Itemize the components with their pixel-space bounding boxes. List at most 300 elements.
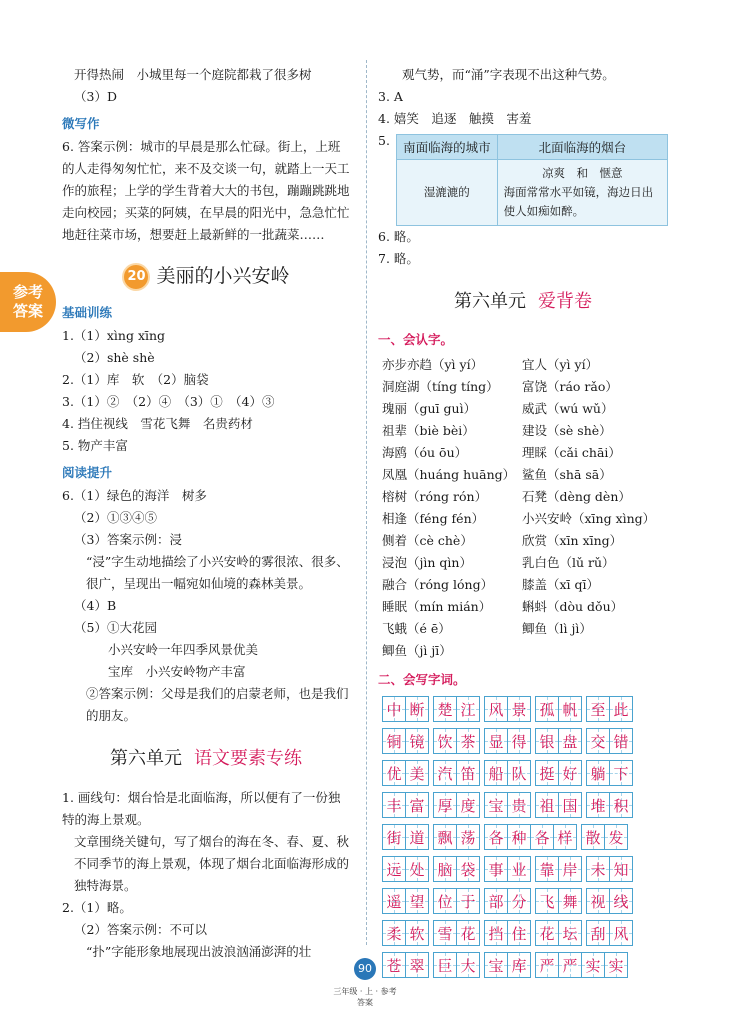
word-box [484, 792, 531, 818]
char-cell [484, 888, 508, 914]
char-text: 靠 [539, 860, 555, 879]
char-text: 视 [590, 892, 606, 911]
char-cell [609, 888, 633, 914]
word-box [484, 952, 531, 978]
char-text: 花 [539, 924, 555, 943]
pinyin-item: 榕树（róng rón） [382, 489, 488, 504]
char-cell [535, 952, 559, 978]
char-text: 坛 [562, 924, 578, 943]
section-heading-basic: 基础训练 [62, 305, 113, 320]
char-cell [507, 760, 531, 786]
text-line: （3）D [74, 89, 117, 104]
char-text: 躺 [590, 764, 606, 783]
char-text: 至 [590, 700, 606, 719]
word-box [382, 728, 429, 754]
word-box [581, 824, 628, 850]
pinyin-item: 瑰丽（guī guì） [382, 401, 477, 416]
answer-side-tab: 参考 答案 [0, 272, 56, 332]
pinyin-item: 浸泡（jìn qìn） [382, 555, 472, 570]
char-text: 柔 [386, 924, 402, 943]
char-cell [382, 824, 406, 850]
char-text: 积 [613, 796, 629, 815]
char-cell [456, 792, 480, 818]
char-text: 住 [511, 924, 527, 943]
char-text: 翠 [409, 956, 425, 975]
char-cell [609, 696, 633, 722]
char-text: 贵 [511, 796, 527, 815]
char-text: 刮 [590, 924, 606, 943]
char-text: 美 [409, 764, 425, 783]
char-text: 遥 [386, 892, 402, 911]
answer-line: 小兴安岭一年四季风景优美 [108, 642, 259, 657]
char-cell [558, 760, 582, 786]
char-cell [484, 760, 508, 786]
unit-title-red: 语文要素专练 [194, 748, 302, 769]
word-box [484, 696, 531, 722]
char-text: 挺 [539, 764, 555, 783]
answer-line: 3.（1）② （2）④ （3）① （4）③ [62, 394, 275, 409]
pinyin-item: 鲫鱼（jì jī） [382, 643, 452, 658]
text-line: 7. 略。 [378, 251, 419, 266]
char-text: 发 [608, 828, 624, 847]
char-cell [609, 728, 633, 754]
text-line: 6. 略。 [378, 229, 419, 244]
word-box [382, 920, 429, 946]
char-text: 分 [511, 892, 527, 911]
word-box [433, 792, 480, 818]
char-text: 中 [386, 700, 402, 719]
char-cell [484, 792, 508, 818]
pinyin-item: 鲫鱼（lì jì） [522, 621, 592, 636]
writing-row [382, 760, 668, 786]
char-cell [433, 760, 457, 786]
char-text: 富 [409, 796, 425, 815]
char-text: 笛 [460, 764, 476, 783]
char-cell [433, 728, 457, 754]
text-line: 4. 嬉笑 追逐 触摸 害羞 [378, 111, 532, 126]
pinyin-item: 相逢（féng fén） [382, 511, 485, 526]
char-cell [484, 856, 508, 882]
writing-row [382, 920, 668, 946]
char-text: 事 [488, 860, 504, 879]
char-cell [530, 824, 554, 850]
question-5 [378, 130, 668, 226]
char-cell [382, 856, 406, 882]
unit-title-red: 爱背卷 [538, 291, 592, 312]
char-text: 岸 [562, 860, 578, 879]
writing-row [382, 728, 668, 754]
answer-line: （5）①大花园 [74, 620, 157, 635]
char-cell [507, 952, 531, 978]
writing-row [382, 696, 668, 722]
pinyin-item: 洞庭湖（tíng tíng） [382, 379, 499, 394]
pinyin-item: 小兴安岭（xīng xìng） [522, 511, 656, 526]
char-text: 软 [409, 924, 425, 943]
micro-writing-answer: 6. 答案示例：城市的早晨是那么忙碌。街上，上班的人走得匆匆忙忙，来不及交谈一句，就踏上一天工作的旅程；上学的学生背着大大的书包，蹦蹦跳跳地走向校园；买菜的阿姨，在早晨的阳光中，急急忙忙地赶往菜市场，想要赶上最新鲜的一批蔬菜…… [62, 139, 350, 242]
char-text: 断 [409, 700, 425, 719]
char-cell [456, 824, 480, 850]
pinyin-item: 蝌蚪（dòu dǒu） [522, 599, 624, 614]
unit-title-black: 第六单元 [110, 748, 182, 769]
char-text: 样 [557, 828, 573, 847]
answer-line: （4）B [74, 598, 117, 613]
pinyin-item: 睡眠（mín mián） [382, 599, 492, 614]
char-text: 飘 [437, 828, 453, 847]
word-box [433, 920, 480, 946]
word-box [433, 728, 480, 754]
char-cell [586, 920, 610, 946]
char-cell [484, 824, 508, 850]
char-cell [586, 760, 610, 786]
reading-answer-list [62, 485, 350, 727]
word-box [382, 888, 429, 914]
char-cell [433, 696, 457, 722]
word-box [535, 856, 582, 882]
char-cell [484, 696, 508, 722]
char-text: 祖 [539, 796, 555, 815]
lesson-title-text: 美丽的小兴安岭 [156, 265, 290, 287]
word-box [586, 696, 633, 722]
answer-line: 2.（1）库 软 （2）脑袋 [62, 372, 209, 387]
char-cell [382, 728, 406, 754]
char-cell [609, 760, 633, 786]
pinyin-item: 欣赏（xīn xīng） [522, 533, 623, 548]
pinyin-item: 理睬（cǎi chāi） [522, 445, 621, 460]
right-column [378, 64, 668, 984]
char-cell [609, 792, 633, 818]
char-cell [581, 824, 605, 850]
char-text: 交 [590, 732, 606, 751]
char-cell [507, 888, 531, 914]
pinyin-item: 融合（róng lóng） [382, 577, 494, 592]
char-text: 茶 [460, 732, 476, 751]
char-text: 巨 [437, 956, 453, 975]
char-cell [604, 952, 628, 978]
char-text: 船 [488, 764, 504, 783]
word-box [484, 856, 531, 882]
writing-row [382, 856, 668, 882]
pinyin-item: 亦步亦趋（yì yí） [382, 357, 484, 372]
char-text: 于 [460, 892, 476, 911]
char-text: 景 [511, 700, 527, 719]
char-cell [382, 760, 406, 786]
left-column [62, 64, 350, 963]
char-cell [456, 696, 480, 722]
char-cell [558, 728, 582, 754]
char-cell [507, 792, 531, 818]
char-text: 宝 [488, 956, 504, 975]
section-heading-recognize: 一、会认字。 [378, 332, 454, 347]
char-cell [433, 856, 457, 882]
char-text: 处 [409, 860, 425, 879]
word-box [382, 696, 429, 722]
char-text: 汽 [437, 764, 453, 783]
char-text: 雪 [437, 924, 453, 943]
char-cell [405, 856, 429, 882]
char-text: 风 [488, 700, 504, 719]
char-cell [456, 728, 480, 754]
char-text: 花 [460, 924, 476, 943]
char-text: 国 [562, 796, 578, 815]
char-cell [405, 792, 429, 818]
unit-title-right [378, 288, 668, 316]
table-header: 北面临海的烟台 [497, 135, 667, 160]
word-box [382, 760, 429, 786]
char-text: 厚 [437, 796, 453, 815]
char-text: 知 [613, 860, 629, 879]
char-cell [535, 760, 559, 786]
char-text: 优 [386, 764, 402, 783]
answer-line: 5. 物产丰富 [62, 438, 128, 453]
char-cell [586, 888, 610, 914]
answer-line: ②答案示例：父母是我们的启蒙老师，也是我们的朋友。 [86, 686, 349, 723]
char-cell [535, 920, 559, 946]
char-text: 袋 [460, 860, 476, 879]
char-cell [586, 728, 610, 754]
basic-answer-list [62, 325, 350, 457]
char-text: 饮 [437, 732, 453, 751]
text-line: 开得热闹 小城里每一个庭院都栽了很多树 [74, 67, 312, 82]
char-cell [382, 792, 406, 818]
char-cell [535, 856, 559, 882]
char-cell [586, 792, 610, 818]
pinyin-item [522, 640, 672, 662]
answer-line: “浸”字生动地描绘了小兴安岭的雾很浓、很多、很广，呈现出一幅宛如仙境的森林美景。 [86, 554, 349, 591]
char-text: 此 [613, 700, 629, 719]
char-cell [581, 952, 605, 978]
char-text: 道 [409, 828, 425, 847]
char-text: 飞 [539, 892, 555, 911]
char-text: 错 [613, 732, 629, 751]
char-text: 脑 [437, 860, 453, 879]
char-text: 荡 [460, 828, 476, 847]
char-text: 库 [511, 956, 527, 975]
char-cell [456, 760, 480, 786]
writing-row [382, 792, 668, 818]
answer-line: 文章围绕关键句，写了烟台的海在冬、春、夏、秋不同季节的海上景观，体现了烟台北面临海形成的独特海景。 [74, 834, 350, 893]
char-text: 铜 [386, 732, 402, 751]
word-box [535, 920, 582, 946]
char-text: 苍 [386, 956, 402, 975]
char-cell [382, 952, 406, 978]
char-cell [433, 888, 457, 914]
question-number: 5. [378, 133, 390, 148]
char-cell [382, 696, 406, 722]
writing-row [382, 952, 668, 978]
table-cell: 湿漉漉的 [397, 160, 498, 226]
char-text: 帆 [562, 700, 578, 719]
pinyin-item: 膝盖（xī qī） [522, 577, 600, 592]
char-text: 街 [386, 828, 402, 847]
word-box [535, 760, 582, 786]
char-text: 种 [511, 828, 527, 847]
pinyin-grid [382, 354, 668, 662]
char-cell [382, 920, 406, 946]
char-cell [405, 952, 429, 978]
char-cell [405, 728, 429, 754]
pinyin-item: 侧着（cè chè） [382, 533, 473, 548]
pinyin-item: 海鸥（óu ōu） [382, 445, 468, 460]
answer-line: 1. 画线句：烟台恰是北面临海，所以便有了一份独特的海上景观。 [62, 790, 341, 827]
char-text: 盘 [562, 732, 578, 751]
char-text: 江 [460, 700, 476, 719]
pinyin-item: 石凳（dèng dèn） [522, 489, 631, 504]
word-box [433, 952, 480, 978]
char-cell [382, 888, 406, 914]
char-text: 宝 [488, 796, 504, 815]
char-text: 远 [386, 860, 402, 879]
char-cell [535, 696, 559, 722]
char-cell [558, 888, 582, 914]
comparison-table [396, 134, 668, 226]
char-cell [558, 792, 582, 818]
column-divider [366, 60, 367, 945]
char-cell [484, 952, 508, 978]
char-cell [456, 920, 480, 946]
section-heading-micro-writing: 微写作 [62, 116, 100, 131]
char-text: 各 [534, 828, 550, 847]
char-text: 银 [539, 732, 555, 751]
char-text: 实 [585, 956, 601, 975]
char-cell [433, 920, 457, 946]
char-cell [433, 792, 457, 818]
page-number: 90 [354, 958, 376, 980]
section-heading-reading: 阅读提升 [62, 465, 113, 480]
char-cell [405, 760, 429, 786]
table-header: 南面临海的城市 [397, 135, 498, 160]
char-text: 堆 [590, 796, 606, 815]
char-cell [456, 856, 480, 882]
char-cell [484, 920, 508, 946]
answer-line: （2）①③④⑤ [74, 510, 157, 525]
pinyin-item: 建设（sè shè） [522, 423, 612, 438]
word-box [586, 856, 633, 882]
char-text: 显 [488, 732, 504, 751]
char-cell [456, 888, 480, 914]
char-cell [558, 856, 582, 882]
char-cell [586, 856, 610, 882]
char-cell [456, 952, 480, 978]
char-text: 望 [409, 892, 425, 911]
char-cell [507, 920, 531, 946]
char-cell [609, 856, 633, 882]
char-cell [405, 888, 429, 914]
char-text: 得 [511, 732, 527, 751]
char-text: 线 [613, 892, 629, 911]
answer-line: （3）答案示例：浸 [74, 532, 182, 547]
word-box [433, 856, 480, 882]
word-box [484, 728, 531, 754]
word-box [586, 728, 633, 754]
unit-answer-list [62, 787, 350, 963]
answer-line: （2）shè shè [74, 350, 155, 365]
word-box [484, 824, 577, 850]
char-text: 舞 [562, 892, 578, 911]
word-box [433, 888, 480, 914]
writing-row [382, 888, 668, 914]
char-text: 散 [585, 828, 601, 847]
page-footer: 三年级 · 上 · 参考答案 [333, 987, 397, 1007]
char-text: 丰 [386, 796, 402, 815]
char-text: 严 [562, 956, 578, 975]
word-box [586, 760, 633, 786]
char-cell [433, 824, 457, 850]
char-text: 严 [539, 956, 555, 975]
char-cell [558, 952, 582, 978]
char-cell [535, 792, 559, 818]
table-cell [497, 160, 667, 226]
word-box [535, 952, 628, 978]
char-text: 挡 [488, 924, 504, 943]
word-box [382, 824, 429, 850]
char-cell [507, 696, 531, 722]
text-line: 观气势，而“涌”字表现不出这种气势。 [402, 67, 615, 82]
char-text: 各 [488, 828, 504, 847]
word-box [535, 696, 582, 722]
char-cell [433, 952, 457, 978]
char-text: 业 [511, 860, 527, 879]
answer-line: （2）答案示例：不可以 [74, 922, 207, 937]
char-cell [507, 856, 531, 882]
char-text: 镜 [409, 732, 425, 751]
answer-line: 2.（1）略。 [62, 900, 132, 915]
answer-line: 4. 挡住视线 雪花飞舞 名贵药材 [62, 416, 253, 431]
char-cell [535, 888, 559, 914]
pinyin-item: 威武（wú wǔ） [522, 401, 614, 416]
char-text: 未 [590, 860, 606, 879]
word-box [382, 856, 429, 882]
pinyin-item: 祖辈（biè bèi） [382, 423, 475, 438]
char-text: 部 [488, 892, 504, 911]
char-cell [553, 824, 577, 850]
word-box [586, 920, 633, 946]
char-cell [609, 920, 633, 946]
pinyin-item: 凤凰（huáng huāng） [382, 467, 516, 482]
word-box [433, 824, 480, 850]
char-text: 楚 [437, 700, 453, 719]
char-text: 风 [613, 924, 629, 943]
char-cell [507, 728, 531, 754]
word-box [484, 760, 531, 786]
section-heading-write: 二、会写字词。 [378, 672, 466, 687]
pinyin-item: 飞蛾（é ē） [382, 621, 451, 636]
char-cell [604, 824, 628, 850]
char-text: 好 [562, 764, 578, 783]
lesson-title [62, 262, 350, 291]
char-cell [405, 920, 429, 946]
char-cell [484, 728, 508, 754]
table-cell-line: 凉爽 和 惬意 [542, 166, 623, 180]
char-text: 下 [613, 764, 629, 783]
pinyin-item: 富饶（ráo rǎo） [522, 379, 618, 394]
char-cell [558, 920, 582, 946]
word-box [382, 952, 429, 978]
char-text: 队 [511, 764, 527, 783]
answer-line: 1.（1）xìng xīng [62, 328, 166, 343]
writing-row [382, 824, 668, 850]
word-box [382, 792, 429, 818]
writing-grid [382, 696, 668, 978]
word-box [586, 792, 633, 818]
unit-title-left [62, 745, 350, 773]
word-box [433, 760, 480, 786]
char-text: 位 [437, 892, 453, 911]
char-cell [558, 696, 582, 722]
word-box [586, 888, 633, 914]
char-text: 大 [460, 956, 476, 975]
answer-line: 宝库 小兴安岭物产丰富 [108, 664, 246, 679]
word-box [535, 728, 582, 754]
